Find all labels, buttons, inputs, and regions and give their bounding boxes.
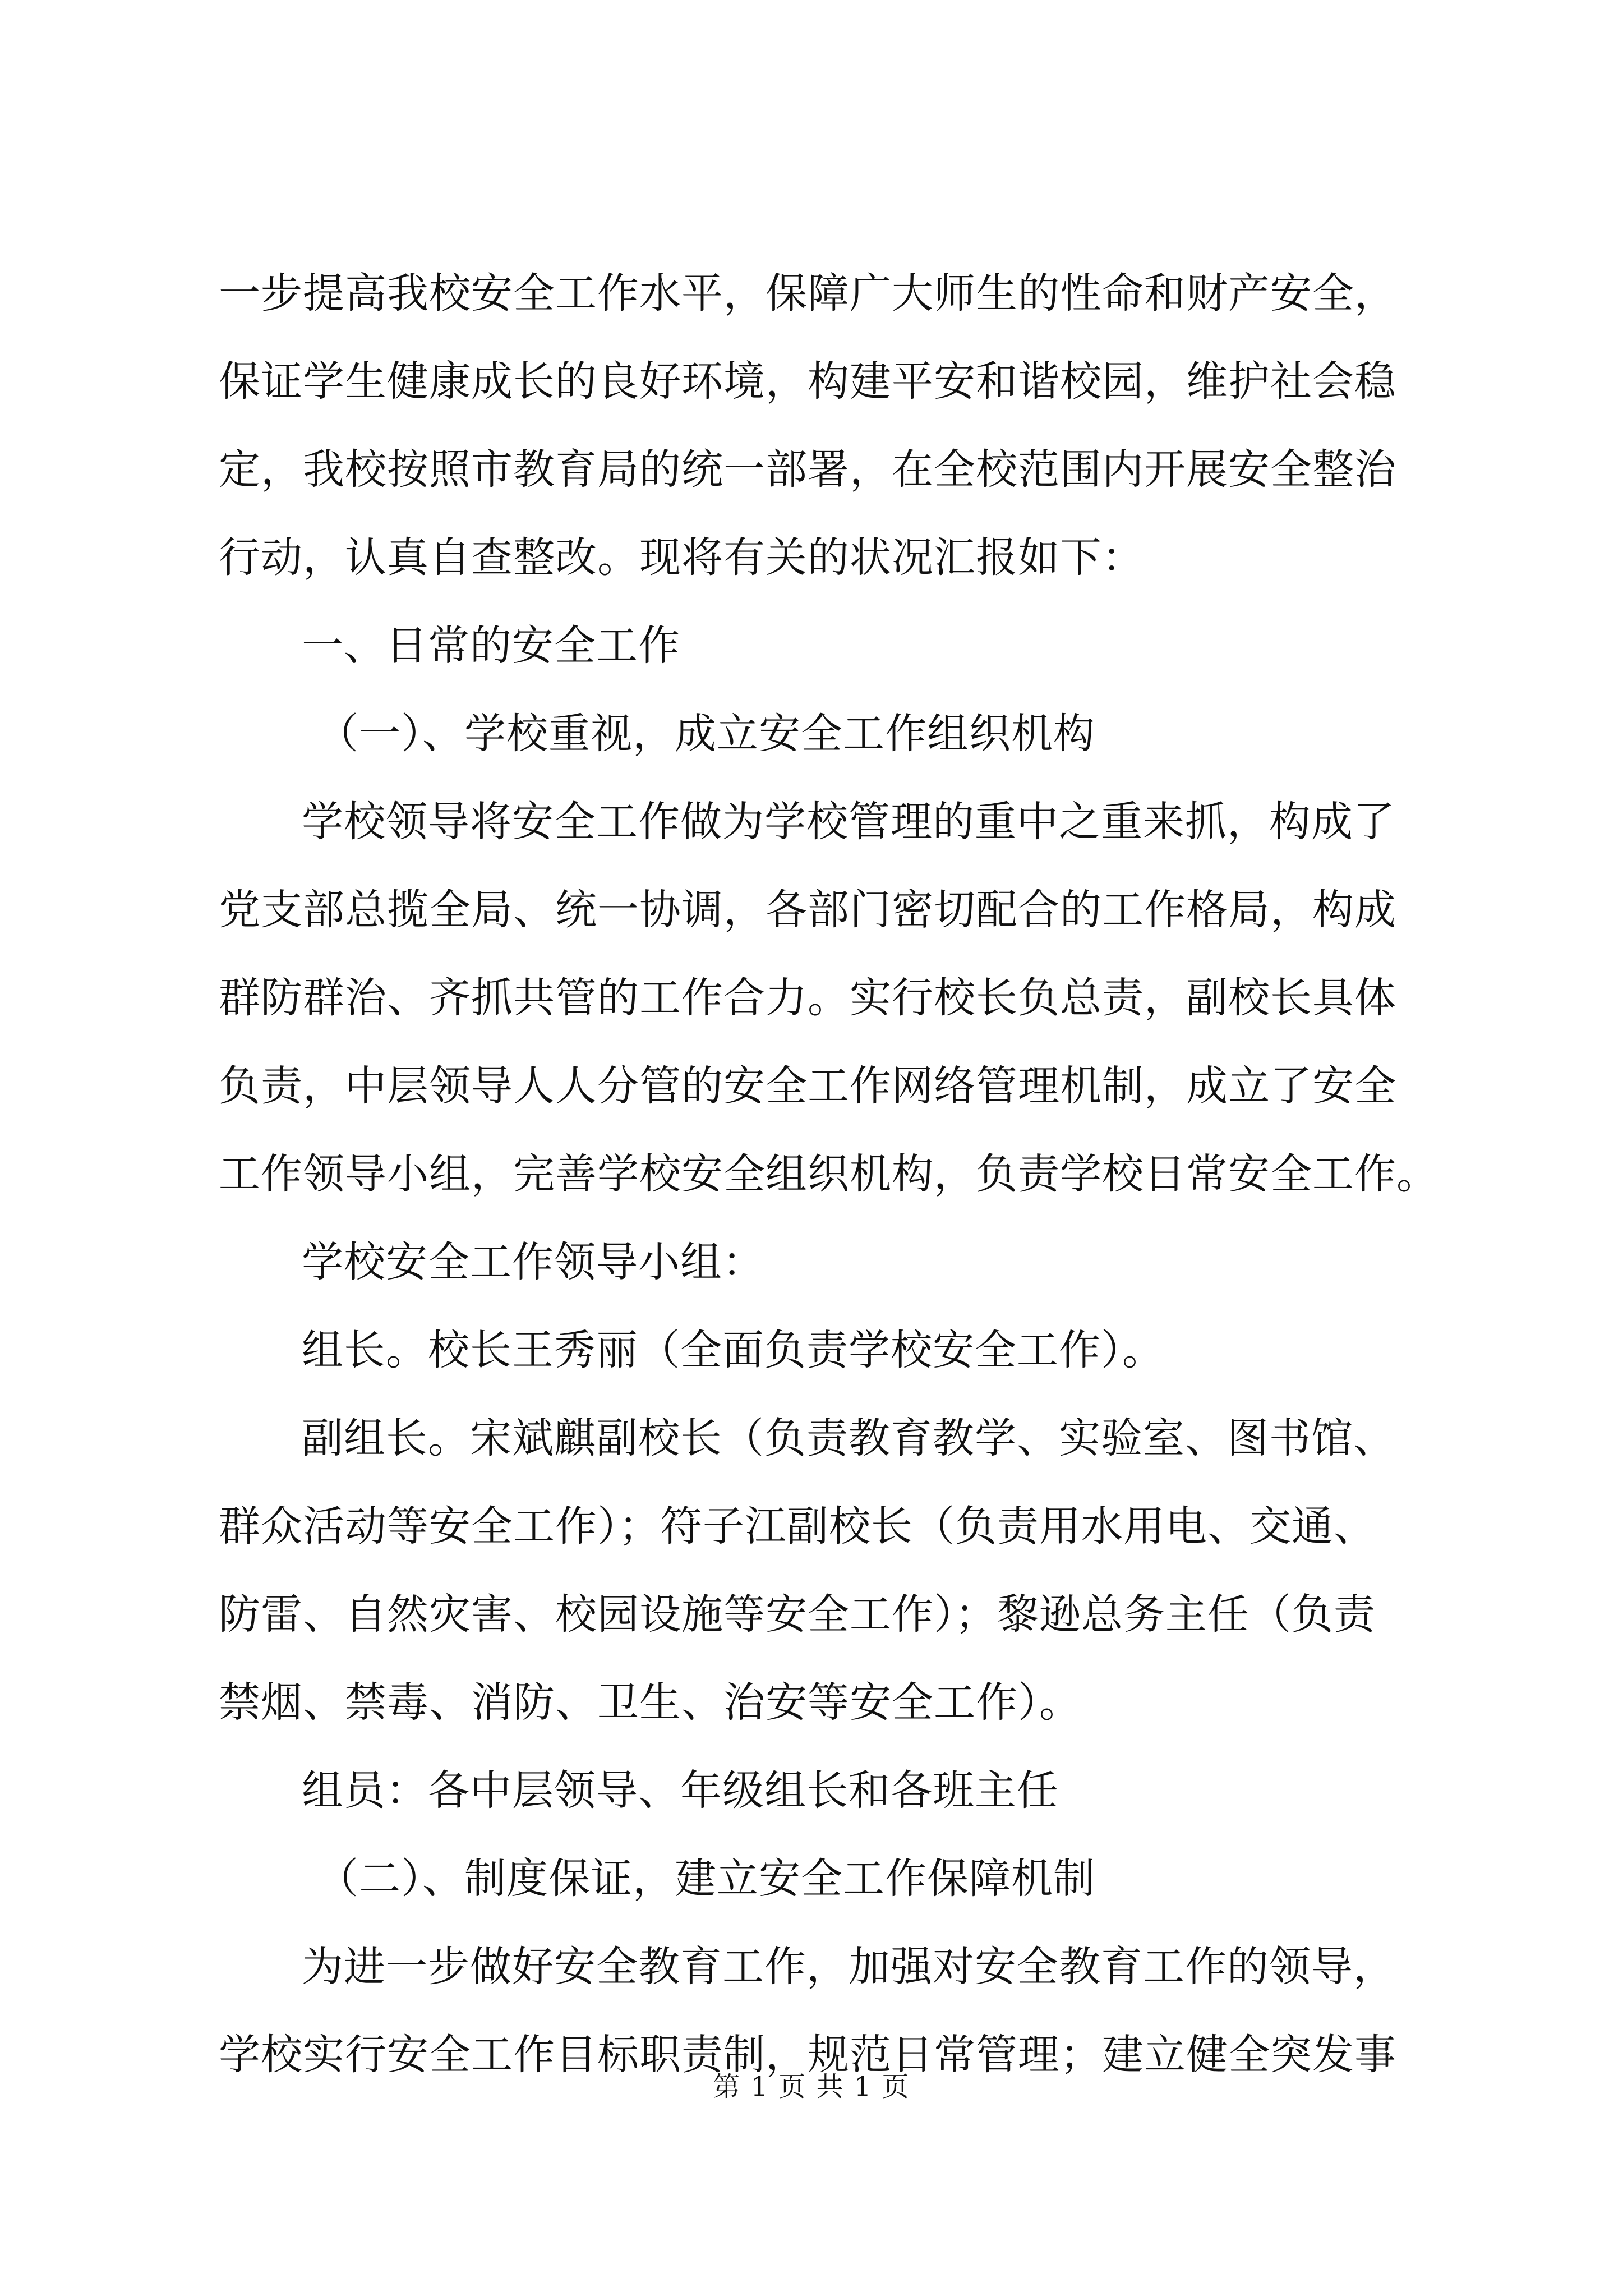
paragraph-line: 党支部总揽全局、统一协调，各部门密切配合的工作格局，构成 xyxy=(219,886,1396,934)
paragraph-line: 防雷、自然灾害、校园设施等安全工作）；黎逊总务主任（负责 xyxy=(219,1590,1376,1639)
paragraph-line: 定，我校按照市教育局的统一部署，在全校范围内开展安全整治 xyxy=(219,445,1396,494)
paragraph-line: 禁烟、禁毒、消防、卫生、治安等安全工作）。 xyxy=(219,1678,1081,1727)
page-footer: 第 1 页 共 1 页 xyxy=(713,2071,910,2102)
paragraph-line: 一步提高我校安全工作水平，保障广大师生的性命和财产安全， xyxy=(219,269,1396,318)
subsection-heading: （二）、制度保证，建立安全工作保障机制 xyxy=(317,1855,1095,1903)
subsection-heading: （一）、学校重视，成立安全工作组织机构 xyxy=(317,710,1095,758)
paragraph-line: 为进一步做好安全教育工作，加强对安全教育工作的领导， xyxy=(302,1943,1395,1991)
paragraph-line: 副组长。宋斌麒副校长（负责教育教学、实验室、图书馆、 xyxy=(302,1414,1395,1462)
paragraph-line: 学校实行安全工作目标职责制，规范日常管理；建立健全突发事 xyxy=(219,2031,1396,2079)
paragraph-line: 组长。校长王秀丽（全面负责学校安全工作）。 xyxy=(302,1326,1164,1374)
paragraph-line: 学校领导将安全工作做为学校管理的重中之重来抓，构成了 xyxy=(302,798,1395,846)
section-heading: 一、日常的安全工作 xyxy=(302,622,680,670)
paragraph-line: 工作领导小组，完善学校安全组织机构，负责学校日常安全工作。 xyxy=(219,1150,1438,1198)
paragraph-line: 学校安全工作领导小组： xyxy=(302,1238,764,1286)
paragraph-line: 行动，认真自查整改。现将有关的状况汇报如下： xyxy=(219,533,1144,582)
paragraph-line: 群众活动等安全工作）；符子江副校长（负责用水用电、交通、 xyxy=(219,1502,1376,1550)
paragraph-line: 组员：各中层领导、年级组长和各班主任 xyxy=(302,1766,1059,1815)
paragraph-line: 负责，中层领导人人分管的安全工作网络管理机制，成立了安全 xyxy=(219,1062,1396,1110)
document-body xyxy=(219,250,1438,2099)
paragraph-line: 群防群治、齐抓共管的工作合力。实行校长负总责，副校长具体 xyxy=(219,974,1396,1022)
paragraph-line: 保证学生健康成长的良好环境，构建平安和谐校园，维护社会稳 xyxy=(219,357,1396,406)
